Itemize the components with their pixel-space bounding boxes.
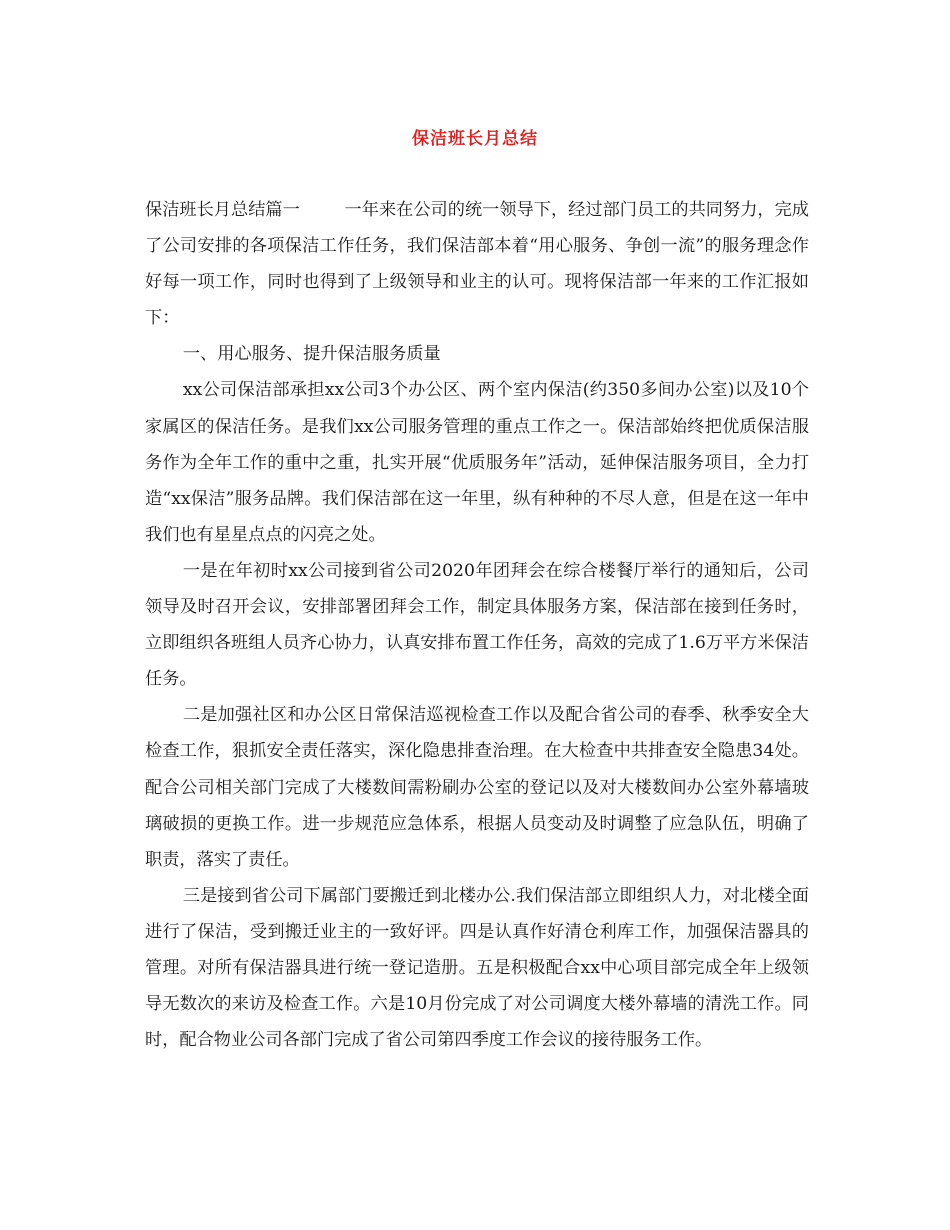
document-title: 保洁班长月总结	[412, 129, 538, 149]
paragraph-text: 一年来在公司的统一领导下，经过部门员工的共同努力，完成了公司安排的各项保洁工作任务，我们保洁部本着“用心服务、争创一流”的服务理念作好每一项工作，同时也得到了上级领导和业主的认可。现将保洁部一年来的工作汇报如下：	[145, 200, 809, 329]
paragraph-intro	[145, 192, 809, 336]
paragraph: xx公司保洁部承担xx公司3个办公区、两个室内保洁(约350多间办公室)以及10个家属区的保洁任务。是我们xx公司服务管理的重点工作之一。保洁部始终把优质保洁服务作为全年工作的重中之重，扎实开展“优质服务年”活动，延伸保洁服务项目，全力打造“xx保洁”服务品牌。我们保洁部在这一年里，纵有种种的不尽人意，但是在这一年中我们也有星星点点的闪亮之处。	[145, 380, 809, 545]
paragraph: 一是在年初时xx公司接到省公司2020年团拜会在综合楼餐厅举行的通知后，公司领导及时召开会议，安排部署团拜会工作，制定具体服务方案，保洁部在接到任务时，立即组织各班组人员齐心协力，认真安排布置工作任务，高效的完成了1.6万平方米保洁任务。	[145, 560, 809, 690]
paragraph: 二是加强社区和办公区日常保洁巡视检查工作以及配合省公司的春季、秋季安全大检查工作，狠抓安全责任落实，深化隐患排查治理。在大检查中共排查安全隐患34处。配合公司相关部门完成了大楼数间需粉刷办公室的登记以及对大楼数间办公室外幕墙玻璃破损的更换工作。进一步规范应急体系，根据人员变动及时调整了应急队伍，明确了职责，落实了责任。	[145, 705, 809, 870]
paragraph: 三是接到省公司下属部门要搬迁到北楼办公.我们保洁部立即组织人力，对北楼全面进行了保洁，受到搬迁业主的一致好评。四是认真作好清仓利库工作，加强保洁器具的管理。对所有保洁器具进行统一登记造册。五是积极配合xx中心项目部完成全年上级领导无数次的来访及检查工作。六是10月份完成了对公司调度大楼外幕墙的清洗工作。同时，配合物业公司各部门完成了省公司第四季度工作会议的接待服务工作。	[145, 885, 809, 1051]
document-body	[145, 192, 809, 1058]
section-subheading: 一、用心服务、提升保洁服务质量	[182, 344, 441, 365]
section-heading: 保洁班长月总结篇一	[145, 200, 300, 220]
